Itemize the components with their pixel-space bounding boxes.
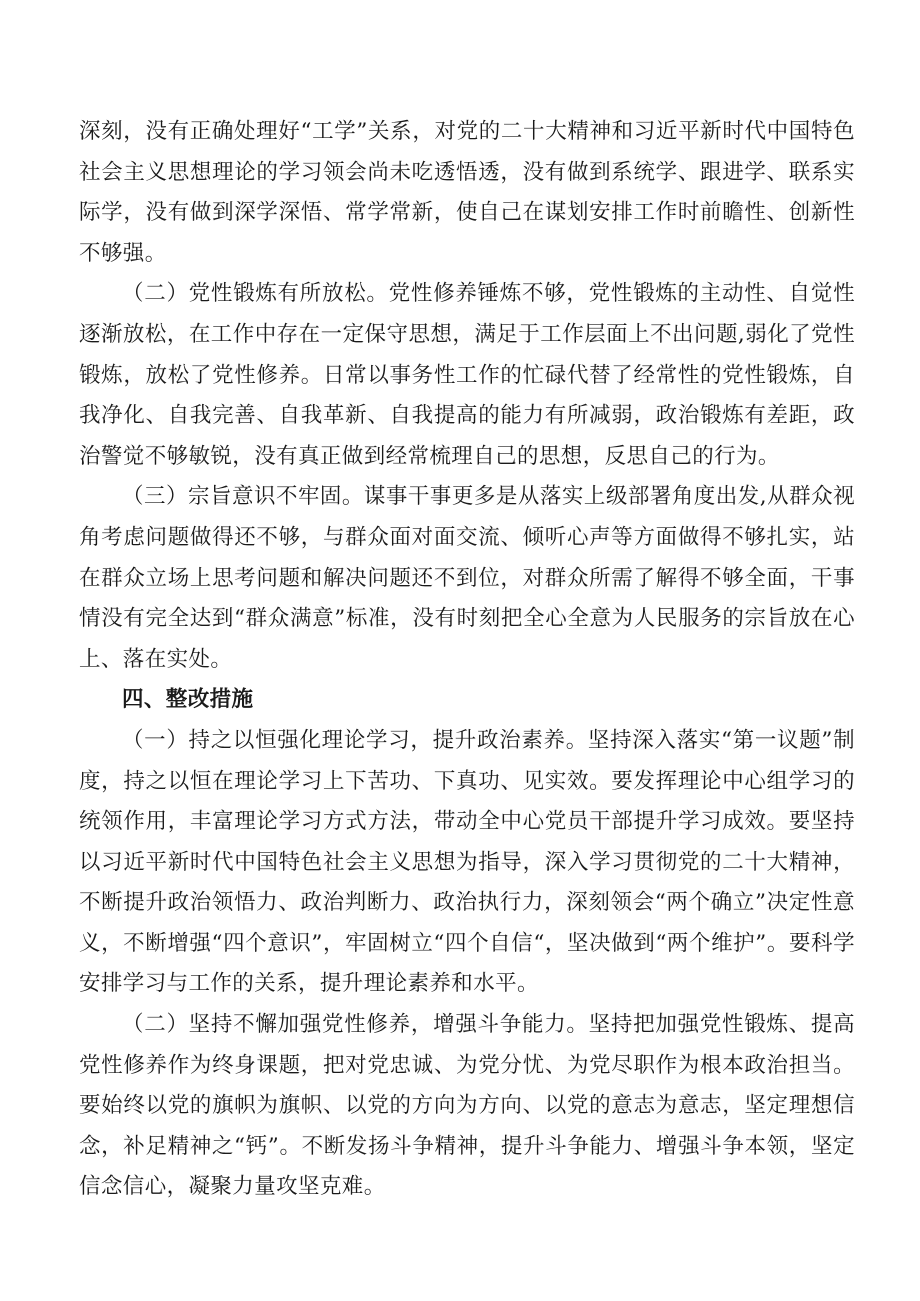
paragraph-measure-theory-study: （一）持之以恒强化理论学习，提升政治素养。坚持深入落实“第一议题”制度，持之以恒在理论学习上下苦功、下真功、见实效。要发挥理论中心组学习的统领作用，丰富理论学习方式方法，带动全中心党员干部提升学习成效。要坚持以习近平新时代中国特色社会主义思想为指导，深入学习贯彻党的二十大精神，不断提升政治领悟力、政治判断力、政治执行力，深刻领会“两个确立”决定性意义，不断增强“四个意识”，牢固树立“四个自信“，坚决做到“两个维护”。要科学安排学习与工作的关系，提升理论素养和水平。 [79, 727, 855, 997]
section-heading-rectification: 四、整改措施 [122, 687, 254, 713]
paragraph-continued-study: 深刻，没有正确处理好“工学”关系，对党的二十大精神和习近平新时代中国特色社会主义思想理论的学习领会尚未吃透悟透，没有做到系统学、跟进学、联系实际学，没有做到深学深悟、常学常新，使自己在谋划安排工作时前瞻性、创新性不够强。 [79, 119, 855, 266]
paragraph-purpose-awareness: （三）宗旨意识不牢固。谋事干事更多是从落实上级部署角度出发,从群众视角考虑问题做得还不够，与群众面对面交流、倾听心声等方面做得不够扎实，站在群众立场上思考问题和解决问题还不到位，对群众所需了解得不够全面，干事情没有完全达到“群众满意”标准，没有时刻把全心全意为人民服务的宗旨放在心上、落在实处。 [79, 484, 855, 672]
paragraph-party-spirit-training: （二）党性锻炼有所放松。党性修养锤炼不够，党性锻炼的主动性、自觉性逐渐放松，在工作中存在一定保守思想，满足于工作层面上不出问题,弱化了党性锻炼，放松了党性修养。日常以事务性工作的忙碌代替了经常性的党性锻炼，自我净化、自我完善、自我革新、自我提高的能力有所减弱，政治锻炼有差距，政治警觉不够敏锐，没有真正做到经常梳理自己的思想，反思自己的行为。 [79, 281, 855, 469]
document-page [79, 112, 855, 1208]
paragraph-measure-party-cultivation: （二）坚持不懈加强党性修养，增强斗争能力。坚持把加强党性锻炼、提高党性修养作为终身课题，把对党忠诚、为党分忧、为党尽职作为根本政治担当。要始终以党的旗帜为旗帜、以党的方向为方向、以党的意志为意志，坚定理想信念，补足精神之“钙”。不断发扬斗争精神，提升斗争能力、增强斗争本领，坚定信念信心，凝聚力量攻坚克难。 [79, 1012, 855, 1200]
